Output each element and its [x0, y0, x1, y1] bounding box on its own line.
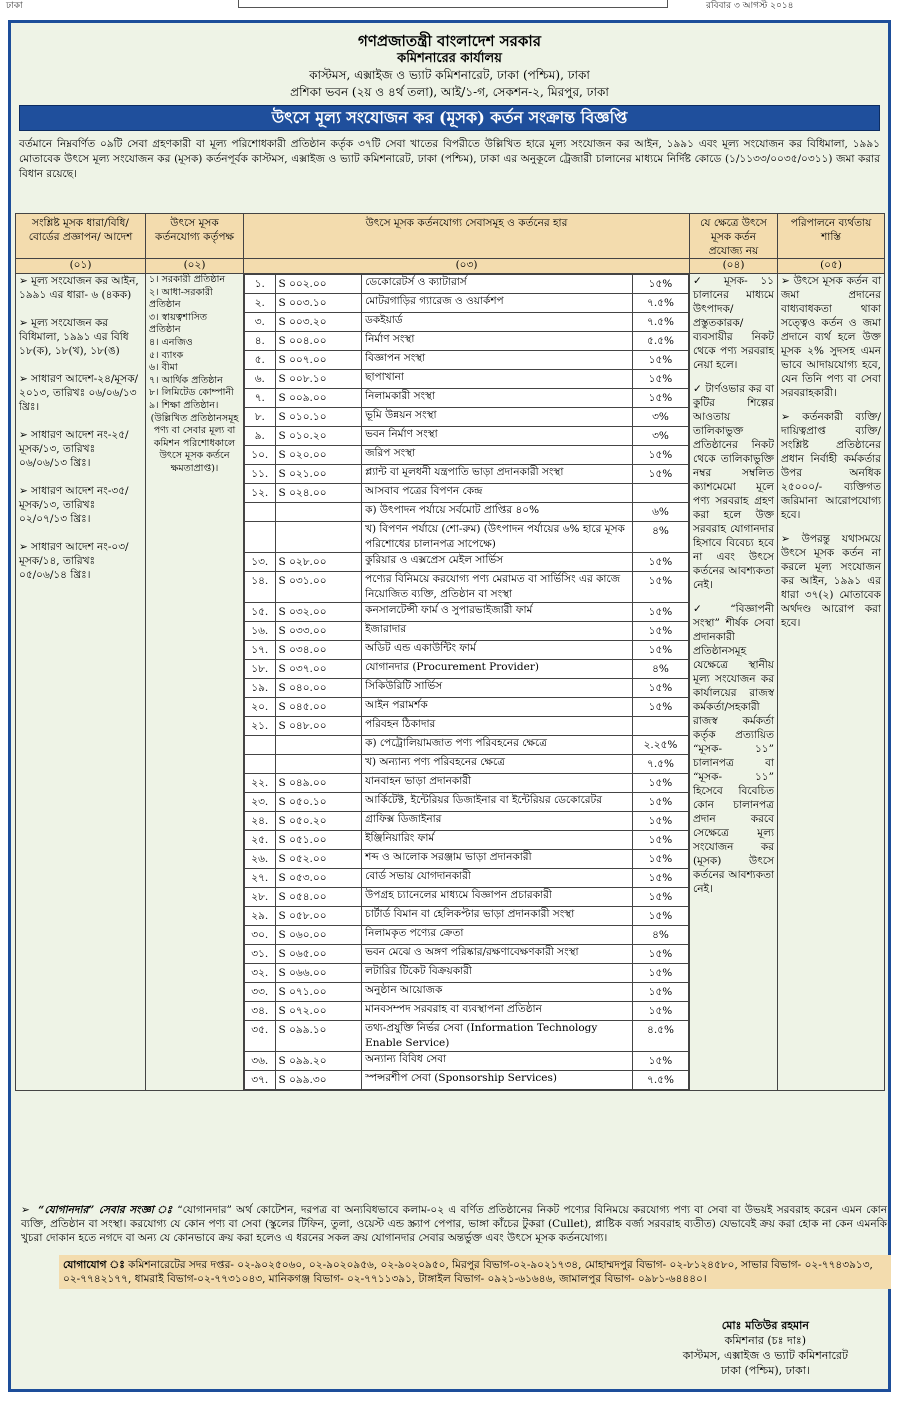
rate-description: ডেকোরেটর্স ও ক্যাটারার্স: [362, 275, 633, 294]
rate-serial: ৩১.: [245, 945, 276, 964]
rate-description: বোর্ড সভায় যোগদানকারী: [362, 869, 633, 888]
rate-serial: [245, 522, 276, 553]
rate-row: [245, 332, 689, 351]
authority-item: ১। সরকারী প্রতিষ্ঠান: [149, 274, 225, 285]
rate-serial: ৩২.: [245, 964, 276, 983]
authority-item: ৯। শিক্ষা প্রতিষ্ঠান।: [149, 399, 219, 411]
rate-row: [245, 294, 689, 313]
exemption-item: ✓ মূসক- ১১ চালানের মাধ্যমে উৎপাদক/প্রস্তুতকারক/ ব্যবসায়ীর নিকট থেকে পণ্য সরবরাহ নেয়া হলে।: [693, 275, 774, 371]
contact-label: যোগাযোগ ঃ: [63, 1259, 125, 1271]
legal-basis-item: ➢ সাধারণ আদেশ নং-০৩/মূসক/১৪, তারিখঃ ০৫/০৬/১৪ খ্রিঃ।: [19, 541, 129, 581]
rate-code: S ০৬৬.০০: [275, 964, 362, 983]
rate-row: [245, 446, 689, 465]
rate-description: শব্দ ও আলোক সরঞ্জাম ভাড়া প্রদানকারী: [362, 850, 633, 869]
rate-row: [245, 945, 689, 964]
rate-description: তথ্য-প্রযুক্তি নির্ভর সেবা (Information Technology Enable Service): [362, 1021, 633, 1052]
address-line: প্রশিকা ভবন (২য় ও ৪র্থ তলা), আই/১-গ, সেকশন-২, মিরপুর, ঢাকা: [290, 85, 609, 99]
rate-row: [245, 850, 689, 869]
contact-box: [59, 1255, 891, 1289]
rate-serial: ৩৭.: [245, 1071, 276, 1090]
rate-value: ৭.৫%: [632, 1071, 688, 1090]
rate-code: S ০৫০.২০: [275, 812, 362, 831]
rate-description: ক) পেট্রোলিয়ামজাত পণ্য পরিবহনের ক্ষেত্রে: [362, 736, 633, 755]
rate-description: পরিবহন ঠিকাদার: [362, 717, 633, 736]
rate-code: [275, 736, 362, 755]
penalty-column: [778, 274, 885, 1091]
rate-serial: ১২.: [245, 484, 276, 503]
rate-row: [245, 1071, 689, 1090]
contact-text: কমিশনারেটের সদর দপ্তর- ০২-৯০২৫০৬০, ০২-৯০২০৯৫৬, ০২-৯০২০৯৫০, মিরপুর বিভাগ-০২-৯০২১৭৩৪, মোহাম্মদপুর বিভাগ- ০২-৮১২৪৫৮০, সাভার বিভাগ- ০২-৭৭৪৩৯১৩, ০২-৭৭৪২১৭৭, ধামরাই বিভাগ-০২-৭৭৩১০৪৩, মানিকগঞ্জ বিভাগ- ০২-৭৭১১৩৯১, টাঙ্গাইল বিভাগ- ০৯২১-৬১৬৪৬, জামালপুর বিভাগ- ০৯৮১-৬৪৪৪০।: [63, 1259, 873, 1285]
rate-serial: [245, 755, 276, 774]
rate-description: অন্যান্য বিবিধ সেবা: [362, 1052, 633, 1071]
rate-code: S ০৩৩.০০: [275, 622, 362, 641]
rate-value: ১৫%: [632, 446, 688, 465]
rate-row: [245, 389, 689, 408]
rate-row: [245, 603, 689, 622]
rate-row: [245, 622, 689, 641]
rate-value: ১৫%: [632, 603, 688, 622]
header-col5: পরিপালনে ব্যর্থতায় শাস্তি: [778, 214, 885, 259]
rate-code: S ০০৯.০০: [275, 389, 362, 408]
rates-table: [244, 274, 689, 1090]
rate-description: কুরিয়ার ও এক্সপ্রেস মেইল সার্ভিস: [362, 553, 633, 572]
legal-basis-item: ➢ মূল্য সংযোজন কর বিধিমালা, ১৯৯১ এর বিধি ১৮(ক), ১৮(খ), ১৮(ঙ): [19, 317, 129, 357]
rate-serial: ১৬.: [245, 622, 276, 641]
procurement-definition: [21, 1203, 887, 1245]
top-strip-left: ঢাকা: [6, 1, 23, 11]
rate-description: ভবন নির্মাণ সংস্থা: [362, 427, 633, 446]
rate-code: S ০৫৮.০০: [275, 907, 362, 926]
rate-code: S ০৪৯.০০: [275, 774, 362, 793]
rate-row: [245, 831, 689, 850]
rate-value: ৩%: [632, 427, 688, 446]
rate-row: [245, 679, 689, 698]
exemption-item: ✓ টার্ণওভার কর বা কুটির শিল্পের আওতায় তালিকাভুক্ত প্রতিষ্ঠানের নিকট থেকে তালিকাভুক্তি নম্বর সম্বলিত ক্যাশমেমো মূলে পণ্য সরবরাহ গ্রহণ করা হলে উক্ত সরবরাহ যোগানদার হিসাবে বিবেচ্য হবে না এবং উৎসে কর্তনের আবশ্যকতা নেই।: [693, 383, 774, 591]
rate-code: S ০২৪.০০: [275, 484, 362, 503]
rate-row: [245, 717, 689, 736]
rate-code: S ০০৩.২০: [275, 313, 362, 332]
rate-value: [632, 484, 688, 503]
intro-paragraph: বর্তমানে নিম্নবর্ণিত ০৯টি সেবা গ্রহণকারী বা মূল্য পরিশোধকারী প্রতিষ্ঠান কর্তৃক ৩৭টি সেবা খাতের বিপরীতে উল্লিখিত হারে মূল্য সংযোজন কর আইন, ১৯৯১ এবং মূল্য সংযোজন কর বিধিমালা, ১৯৯১ মোতাবেক উৎসে মূল্য সংযোজন কর (মূসক) কর্তনপূর্বক কাস্টমস, এক্সাইজ ও ভ্যাট কমিশনারেট, ঢাকা (পশ্চিম), ঢাকা এর অনুকূলে ট্রেজারী চালানের মাধ্যমে নির্দিষ্ট কোডে (১/১১৩৩/০০৩৫/০৩১১) জমা করার বিধান রয়েছে।: [19, 138, 880, 180]
rate-code: S ০৯৯.৩০: [275, 1071, 362, 1090]
rate-serial: ১.: [245, 275, 276, 294]
rate-code: S ০০৩.১০: [275, 294, 362, 313]
rates-column: [244, 274, 690, 1091]
rate-serial: ৫.: [245, 351, 276, 370]
rate-serial: ১৮.: [245, 660, 276, 679]
rate-serial: ২০.: [245, 698, 276, 717]
rate-code: S ০৫২.০০: [275, 850, 362, 869]
rate-row: [245, 812, 689, 831]
rate-row: [245, 926, 689, 945]
rate-serial: [245, 736, 276, 755]
rate-description: জরিপ সংস্থা: [362, 446, 633, 465]
rate-value: ১৫%: [632, 351, 688, 370]
rate-value: ৪%: [632, 926, 688, 945]
rate-description: আইন পরামর্শক: [362, 698, 633, 717]
legal-basis-column: [16, 274, 146, 1091]
rate-row: [245, 351, 689, 370]
rate-code: S ০২৮.০০: [275, 553, 362, 572]
rate-code: S ০৯৯.১০: [275, 1021, 362, 1052]
rate-row: [245, 1021, 689, 1052]
office-title: কমিশনারের কার্যালয়: [397, 51, 502, 66]
rate-serial: ২২.: [245, 774, 276, 793]
rate-description: অনুষ্ঠান আয়োজক: [362, 983, 633, 1002]
rate-description: কনসালটেন্সী ফার্ম ও সুপারভাইজারী ফার্ম: [362, 603, 633, 622]
rate-code: S ০৭২.০০: [275, 1002, 362, 1021]
exemption-column: [690, 274, 778, 1091]
rate-description: আসবাব পত্রের বিপণন কেন্দ্র: [362, 484, 633, 503]
rate-serial: ৩৬.: [245, 1052, 276, 1071]
rate-serial: ২.: [245, 294, 276, 313]
legal-basis-item: ➢ মূল্য সংযোজন কর আইন, ১৯৯১ এর ধারা- ৬ (৪কক): [19, 275, 139, 301]
rate-description: ভূমি উন্নয়ন সংস্থা: [362, 408, 633, 427]
rate-code: S ০০৮.১০: [275, 370, 362, 389]
penalty-item: ➢ উৎসে মূসক কর্তন বা জমা প্রদানের বাধ্যবাধকতা থাকা সত্ত্বেও কর্তন ও জমা প্রদানে ব্যর্থ হলে উক্ত মূসক ২% সুদসহ এমন ভাবে আদায়যোগ্য হবে, যেন তিনি পণ্য বা সেবা সরবরাহকারী।: [781, 275, 881, 399]
rate-value: ১৫%: [632, 1052, 688, 1071]
rates-body: [245, 275, 689, 1090]
rate-description: যোগানদার (Procurement Provider): [362, 660, 633, 679]
rate-value: ৪.৫%: [632, 1021, 688, 1052]
rate-row: [245, 774, 689, 793]
legal-basis-item: ➢ সাধারণ আদেশ নং-৩৫/মূসক/১৩, তারিখঃ ০২/০৭/১৩ খ্রিঃ।: [19, 485, 129, 525]
rate-value: ১৫%: [632, 275, 688, 294]
rate-description: পণ্যের বিনিময়ে করযোগ্য পণ্য মেরামত বা সার্ভিসিং এর কাজে নিয়োজিত ব্যক্তি, প্রতিষ্ঠান বা সংস্থা: [362, 572, 633, 603]
rate-row: [245, 408, 689, 427]
rate-description: মানবসম্পদ সরবরাহ বা ব্যবস্থাপনা প্রতিষ্ঠান: [362, 1002, 633, 1021]
rate-description: বিজ্ঞাপন সংস্থা: [362, 351, 633, 370]
rate-description: লটারির টিকেট বিক্রয়কারী: [362, 964, 633, 983]
rate-serial: ২১.: [245, 717, 276, 736]
rate-description: ইঞ্জিনিয়ারিং ফার্ম: [362, 831, 633, 850]
rate-row: [245, 641, 689, 660]
rate-serial: ২৫.: [245, 831, 276, 850]
rate-description: নিলামকৃত পণ্যের ক্রেতা: [362, 926, 633, 945]
rate-value: ৪%: [632, 660, 688, 679]
commissionerate-line: কাস্টমস, এক্সাইজ ও ভ্যাট কমিশনারেট, ঢাকা (পশ্চিম), ঢাকা: [309, 68, 590, 82]
rate-row: [245, 755, 689, 774]
authority-item: ৫। ব্যাংক: [149, 349, 184, 361]
rate-description: সিকিউরিটি সার্ভিস: [362, 679, 633, 698]
rate-row: [245, 553, 689, 572]
rate-description: ক) উৎপাদন পর্যায়ে সর্বমোট প্রাপ্তির ৪০%: [362, 503, 633, 522]
rate-code: S ০৫৪.০০: [275, 888, 362, 907]
rate-value: ১৫%: [632, 679, 688, 698]
rate-serial: ৩৫.: [245, 1021, 276, 1052]
rate-row: [245, 736, 689, 755]
rate-serial: ৭.: [245, 389, 276, 408]
rate-row: [245, 907, 689, 926]
rate-code: S ০৭১.০০: [275, 983, 362, 1002]
rate-serial: ৯.: [245, 427, 276, 446]
rate-value: ১৫%: [632, 888, 688, 907]
rate-value: ৫.৫%: [632, 332, 688, 351]
header-col3: উৎসে মূসক কর্তনযোগ্য সেবাসমূহ ও কর্তনের হার: [244, 214, 690, 259]
govt-title: গণপ্রজাতন্ত্রী বাংলাদেশ সরকার: [358, 32, 541, 50]
authority-item: ৩। স্বায়ত্বশাসিত প্রতিষ্ঠান: [149, 311, 207, 336]
rate-serial: ১৭.: [245, 641, 276, 660]
rate-description: খ) অন্যান্য পণ্য পরিবহনের ক্ষেত্রে: [362, 755, 633, 774]
rate-value: ১৫%: [632, 907, 688, 926]
rate-code: S ০৬০.০০: [275, 926, 362, 945]
colnum-1: (০১): [16, 259, 146, 274]
legal-basis-item: ➢ সাধারণ আদেশ-২৪/মূসক/২০১৩, তারিখঃ ০৬/০৬/১৩ খ্রিঃ।: [19, 373, 139, 413]
rate-code: S ০৬৫.০০: [275, 945, 362, 964]
definition-text: “যোগানদার” অর্থ কোটেশন, দরপত্র বা অন্যবিধভাবে কলাম-০২ এ বর্ণিত প্রতিষ্ঠানের নিকট পণ্যের বিনিময়ে করযোগ্য পণ্য বা সেবা বা উভয়ই সরবরাহ করেন এমন কোন ব্যক্তি, প্রতিষ্ঠান বা সংস্থা। করযোগ্য যে কোন পণ্য বা সেবা (স্কুলের টিফিন, তুলা, ওয়েস্ট এন্ড স্ক্র্যাপ পেপার, ভাঙ্গা কাঁচের টুকরা (Cullet), প্লাষ্টিক বর্জ্য সরবরাহ ব্যতীত) যেভাবেই ক্রয় করা হোক না কেন এমনকি খুচরা দোকান হতে নগদে বা অন্য যে কোনভাবে ক্রয় করা হলেও এ ধরনের সকল ক্রয় যোগানদার সেবার অন্তর্ভুক্ত এবং উৎসে মূসক কর্তনযোগ্য।: [21, 1204, 887, 1244]
rate-value: ১৫%: [632, 389, 688, 408]
rate-value: ৭.৫%: [632, 313, 688, 332]
rate-value: ১৫%: [632, 983, 688, 1002]
rate-value: ৭.৫%: [632, 294, 688, 313]
rate-serial: ২৮.: [245, 888, 276, 907]
rate-code: S ০০২.০০: [275, 275, 362, 294]
rate-value: ১৫%: [632, 869, 688, 888]
rate-code: [275, 522, 362, 553]
rate-row: [245, 888, 689, 907]
rate-description: ছাপাখানা: [362, 370, 633, 389]
rate-serial: ১৯.: [245, 679, 276, 698]
rate-row: [245, 370, 689, 389]
rate-code: S ০১০.১০: [275, 408, 362, 427]
top-strip-box: [238, 0, 668, 8]
rate-code: S ০৪৮.০০: [275, 717, 362, 736]
rate-description: স্পন্সরশীপ সেবা (Sponsorship Services): [362, 1071, 633, 1090]
rate-description: ডকইয়ার্ড: [362, 313, 633, 332]
colnum-4: (০৪): [690, 259, 778, 274]
rate-value: ১৫%: [632, 793, 688, 812]
rate-code: S ০৩২.০০: [275, 603, 362, 622]
rate-value: ১৫%: [632, 698, 688, 717]
rate-row: [245, 869, 689, 888]
rate-row: [245, 503, 689, 522]
rate-code: S ০৩১.০০: [275, 572, 362, 603]
rate-row: [245, 1052, 689, 1071]
colnum-3: (০৩): [244, 259, 690, 274]
authority-item: ৮। লিমিটেড কোম্পানী: [149, 387, 234, 399]
rate-code: S ০০৪.০০: [275, 332, 362, 351]
rate-value: ১৫%: [632, 465, 688, 484]
header-col4: যে ক্ষেত্রে উৎসে মূসক কর্তন প্রযোজ্য নয়: [690, 214, 778, 259]
notice-banner: উৎসে মূল্য সংযোজন কর (মূসক) কর্তন সংক্রান্ত বিজ্ঞপ্তি: [19, 105, 880, 131]
rate-value: ১৫%: [632, 370, 688, 389]
rate-value: ১৫%: [632, 572, 688, 603]
header-col2: উৎসে মূসক কর্তনযোগ্য কর্তৃপক্ষ: [146, 214, 244, 259]
rate-row: [245, 484, 689, 503]
rate-code: S ০৫৩.০০: [275, 869, 362, 888]
rate-code: S ০৯৯.২০: [275, 1052, 362, 1071]
rate-description: ইজারাদার: [362, 622, 633, 641]
colnum-5: (০৫): [778, 259, 885, 274]
rate-row: [245, 983, 689, 1002]
rate-value: [632, 717, 688, 736]
rate-value: ১৫%: [632, 964, 688, 983]
rate-row: [245, 572, 689, 603]
rate-value: ১৫%: [632, 945, 688, 964]
rate-code: S ০১০.২০: [275, 427, 362, 446]
authority-column: [146, 274, 244, 1091]
legal-basis-item: ➢ সাধারণ আদেশ নং-২৫/মূসক/১৩, তারিখঃ ০৬/০৬/১৩ খ্রিঃ।: [19, 429, 129, 469]
rate-description: অডিট এন্ড একাউন্টিং ফার্ম: [362, 641, 633, 660]
rate-serial: ১৪.: [245, 572, 276, 603]
rate-row: [245, 313, 689, 332]
rate-serial: ৮.: [245, 408, 276, 427]
rate-code: [275, 755, 362, 774]
rate-serial: ৪.: [245, 332, 276, 351]
rate-description: ভবন মেঝে ও অঙ্গণ পরিষ্কার/রক্ষণাবেক্ষণকারী সংস্থা: [362, 945, 633, 964]
rate-value: ২.২৫%: [632, 736, 688, 755]
rate-serial: ৩০.: [245, 926, 276, 945]
rate-serial: ১১.: [245, 465, 276, 484]
rate-code: S ০৫০.১০: [275, 793, 362, 812]
rate-value: ১৫%: [632, 641, 688, 660]
rate-value: ৪%: [632, 522, 688, 553]
rate-serial: ৩৪.: [245, 1002, 276, 1021]
notice-header: [11, 33, 888, 101]
authority-item: ৭। আর্থিক প্রতিষ্ঠান: [149, 374, 223, 386]
rate-row: [245, 698, 689, 717]
rate-serial: ৩৩.: [245, 983, 276, 1002]
colnum-2: (০২): [146, 259, 244, 274]
header-col1: সংশ্লিষ্ট মূসক ধারা/বিধি/বোর্ডের প্রজ্ঞাপন/ আদেশ: [16, 214, 146, 259]
rate-row: [245, 660, 689, 679]
signature-block: [683, 1318, 848, 1378]
rate-serial: ১০.: [245, 446, 276, 465]
definition-bullet-icon: ➢: [21, 1204, 39, 1216]
rate-description: খ) বিপণন পর্যায়ে (শো-রুম) (উৎপাদন পর্যায়ের ৬% হারে মূসক পরিশোধের চালানপত্র সাপেক্ষে): [362, 522, 633, 553]
rate-row: [245, 964, 689, 983]
notice-frame: [8, 20, 891, 1392]
rate-row: [245, 1002, 689, 1021]
rate-code: S ০৪০.০০: [275, 679, 362, 698]
rate-serial: ২৩.: [245, 793, 276, 812]
rate-row: [245, 465, 689, 484]
vat-table: [15, 213, 885, 1091]
rate-value: ৬%: [632, 503, 688, 522]
signatory-name: মোঃ মতিউর রহমান: [721, 1319, 809, 1332]
signatory-title: কমিশনার (চঃ দাঃ): [724, 1334, 807, 1347]
penalty-item: ➢ উপরন্তু যথাসময়ে উৎসে মূসক কর্তন না করলে মূল্য সংযোজন কর আইন, ১৯৯১ এর ধারা ৩৭(২) মোতাবেক অর্থদণ্ড আরোপ করা হবে।: [781, 533, 881, 629]
rate-description: মোটরগাড়ির গ্যারেজ ও ওয়ার্কশপ: [362, 294, 633, 313]
definition-label: “যোগানদার” সেবার সংজ্ঞা ঃ: [38, 1204, 174, 1216]
rate-description: উপগ্রহ চ্যানেলের মাধ্যমে বিজ্ঞাপন প্রচারকারী: [362, 888, 633, 907]
penalty-item: ➢ কর্তনকারী ব্যক্তি/ দায়িত্বপ্রাপ্ত ব্যক্তি/ সংশ্লিষ্ট প্রতিষ্ঠানের প্রধান নির্বাহী কর্মকর্তার উপর অনধিক ২৫০০০/- ব্যক্তিগত জরিমানা আরোপযোগ্য হবে।: [781, 411, 881, 521]
rate-serial: ১৩.: [245, 553, 276, 572]
rate-code: S ০৩৪.০০: [275, 641, 362, 660]
rate-value: ৩%: [632, 408, 688, 427]
rate-description: চার্টার্ড বিমান বা হেলিকপ্টার ভাড়া প্রদানকারী সংস্থা: [362, 907, 633, 926]
rate-serial: ১৫.: [245, 603, 276, 622]
rate-code: S ০২১.০০: [275, 465, 362, 484]
rate-value: ১৫%: [632, 850, 688, 869]
rate-row: [245, 522, 689, 553]
rate-value: ১৫%: [632, 622, 688, 641]
rate-description: গ্রাফিক্স ডিজাইনার: [362, 812, 633, 831]
rate-serial: ২৭.: [245, 869, 276, 888]
exemption-item: ✓ “বিজ্ঞাপনী সংস্থা” শীর্ষক সেবা প্রদানকারী প্রতিষ্ঠানসমূহ যেক্ষেত্রে স্থানীয় মূল্য সংযোজন কর কার্যালয়ের রাজস্ব কর্মকর্তা/সহকারী রাজস্ব কর্মকর্তা কর্তৃক প্রত্যায়িত “মূসক- ১১” চালানপত্র বা “মূসক- ১১” হিসেবে বিবেচিত কোন চালানপত্র প্রদান করবে সেক্ষেত্রে মূল্য সংযোজন কর (মূসক) উৎসে কর্তনের আবশ্যকতা নেই।: [693, 603, 774, 895]
signatory-city: ঢাকা (পশ্চিম), ঢাকা।: [720, 1364, 810, 1377]
rate-code: [275, 503, 362, 522]
authority-item: ২। আধা-সরকারী প্রতিষ্ঠান: [149, 286, 213, 311]
rate-serial: ২৬.: [245, 850, 276, 869]
rate-serial: [245, 503, 276, 522]
rate-code: S ০২০.০০: [275, 446, 362, 465]
rate-value: ১৫%: [632, 831, 688, 850]
rate-row: [245, 793, 689, 812]
rate-row: [245, 275, 689, 294]
rate-code: S ০০৭.০০: [275, 351, 362, 370]
authority-note: (উল্লিখিত প্রতিষ্ঠানসমূহ পণ্য বা সেবার মূল্য বা কমিশন পরিশোধকালে উৎসে মূসক কর্তনে ক্ষমতাপ্রাপ্ত)।: [150, 412, 239, 474]
rate-code: S ০৩৭.০০: [275, 660, 362, 679]
rate-serial: ৬.: [245, 370, 276, 389]
rate-value: ১৫%: [632, 1002, 688, 1021]
rate-description: যানবাহন ভাড়া প্রদানকারী: [362, 774, 633, 793]
rate-row: [245, 427, 689, 446]
rate-value: ১৫%: [632, 812, 688, 831]
top-strip-right: রবিবার ৩ আগস্ট ২০১৪: [706, 1, 794, 11]
rate-description: আর্কিটেক্ট, ইন্টেরিয়র ডিজাইনার বা ইন্টেরিয়র ডেকোরেটর: [362, 793, 633, 812]
rate-code: S ০৫১.০০: [275, 831, 362, 850]
rate-serial: ২৪.: [245, 812, 276, 831]
rate-description: নিলামকারী সংস্থা: [362, 389, 633, 408]
rate-value: ১৫%: [632, 553, 688, 572]
rate-serial: ৩.: [245, 313, 276, 332]
rate-value: ১৫%: [632, 774, 688, 793]
authority-item: ৪। এনজিও: [149, 336, 193, 348]
top-strip: [0, 0, 903, 12]
signatory-org: কাস্টমস, এক্সাইজ ও ভ্যাট কমিশনারেট: [682, 1349, 848, 1362]
rate-code: S ০৪৫.০০: [275, 698, 362, 717]
rate-description: প্ল্যান্ট বা মূলধনী যন্ত্রপাতি ভাড়া প্রদানকারী সংস্থা: [362, 465, 633, 484]
rate-value: ৭.৫%: [632, 755, 688, 774]
rate-description: নির্মাণ সংস্থা: [362, 332, 633, 351]
authority-item: ৬। বীমা: [149, 362, 178, 374]
rate-serial: ২৯.: [245, 907, 276, 926]
